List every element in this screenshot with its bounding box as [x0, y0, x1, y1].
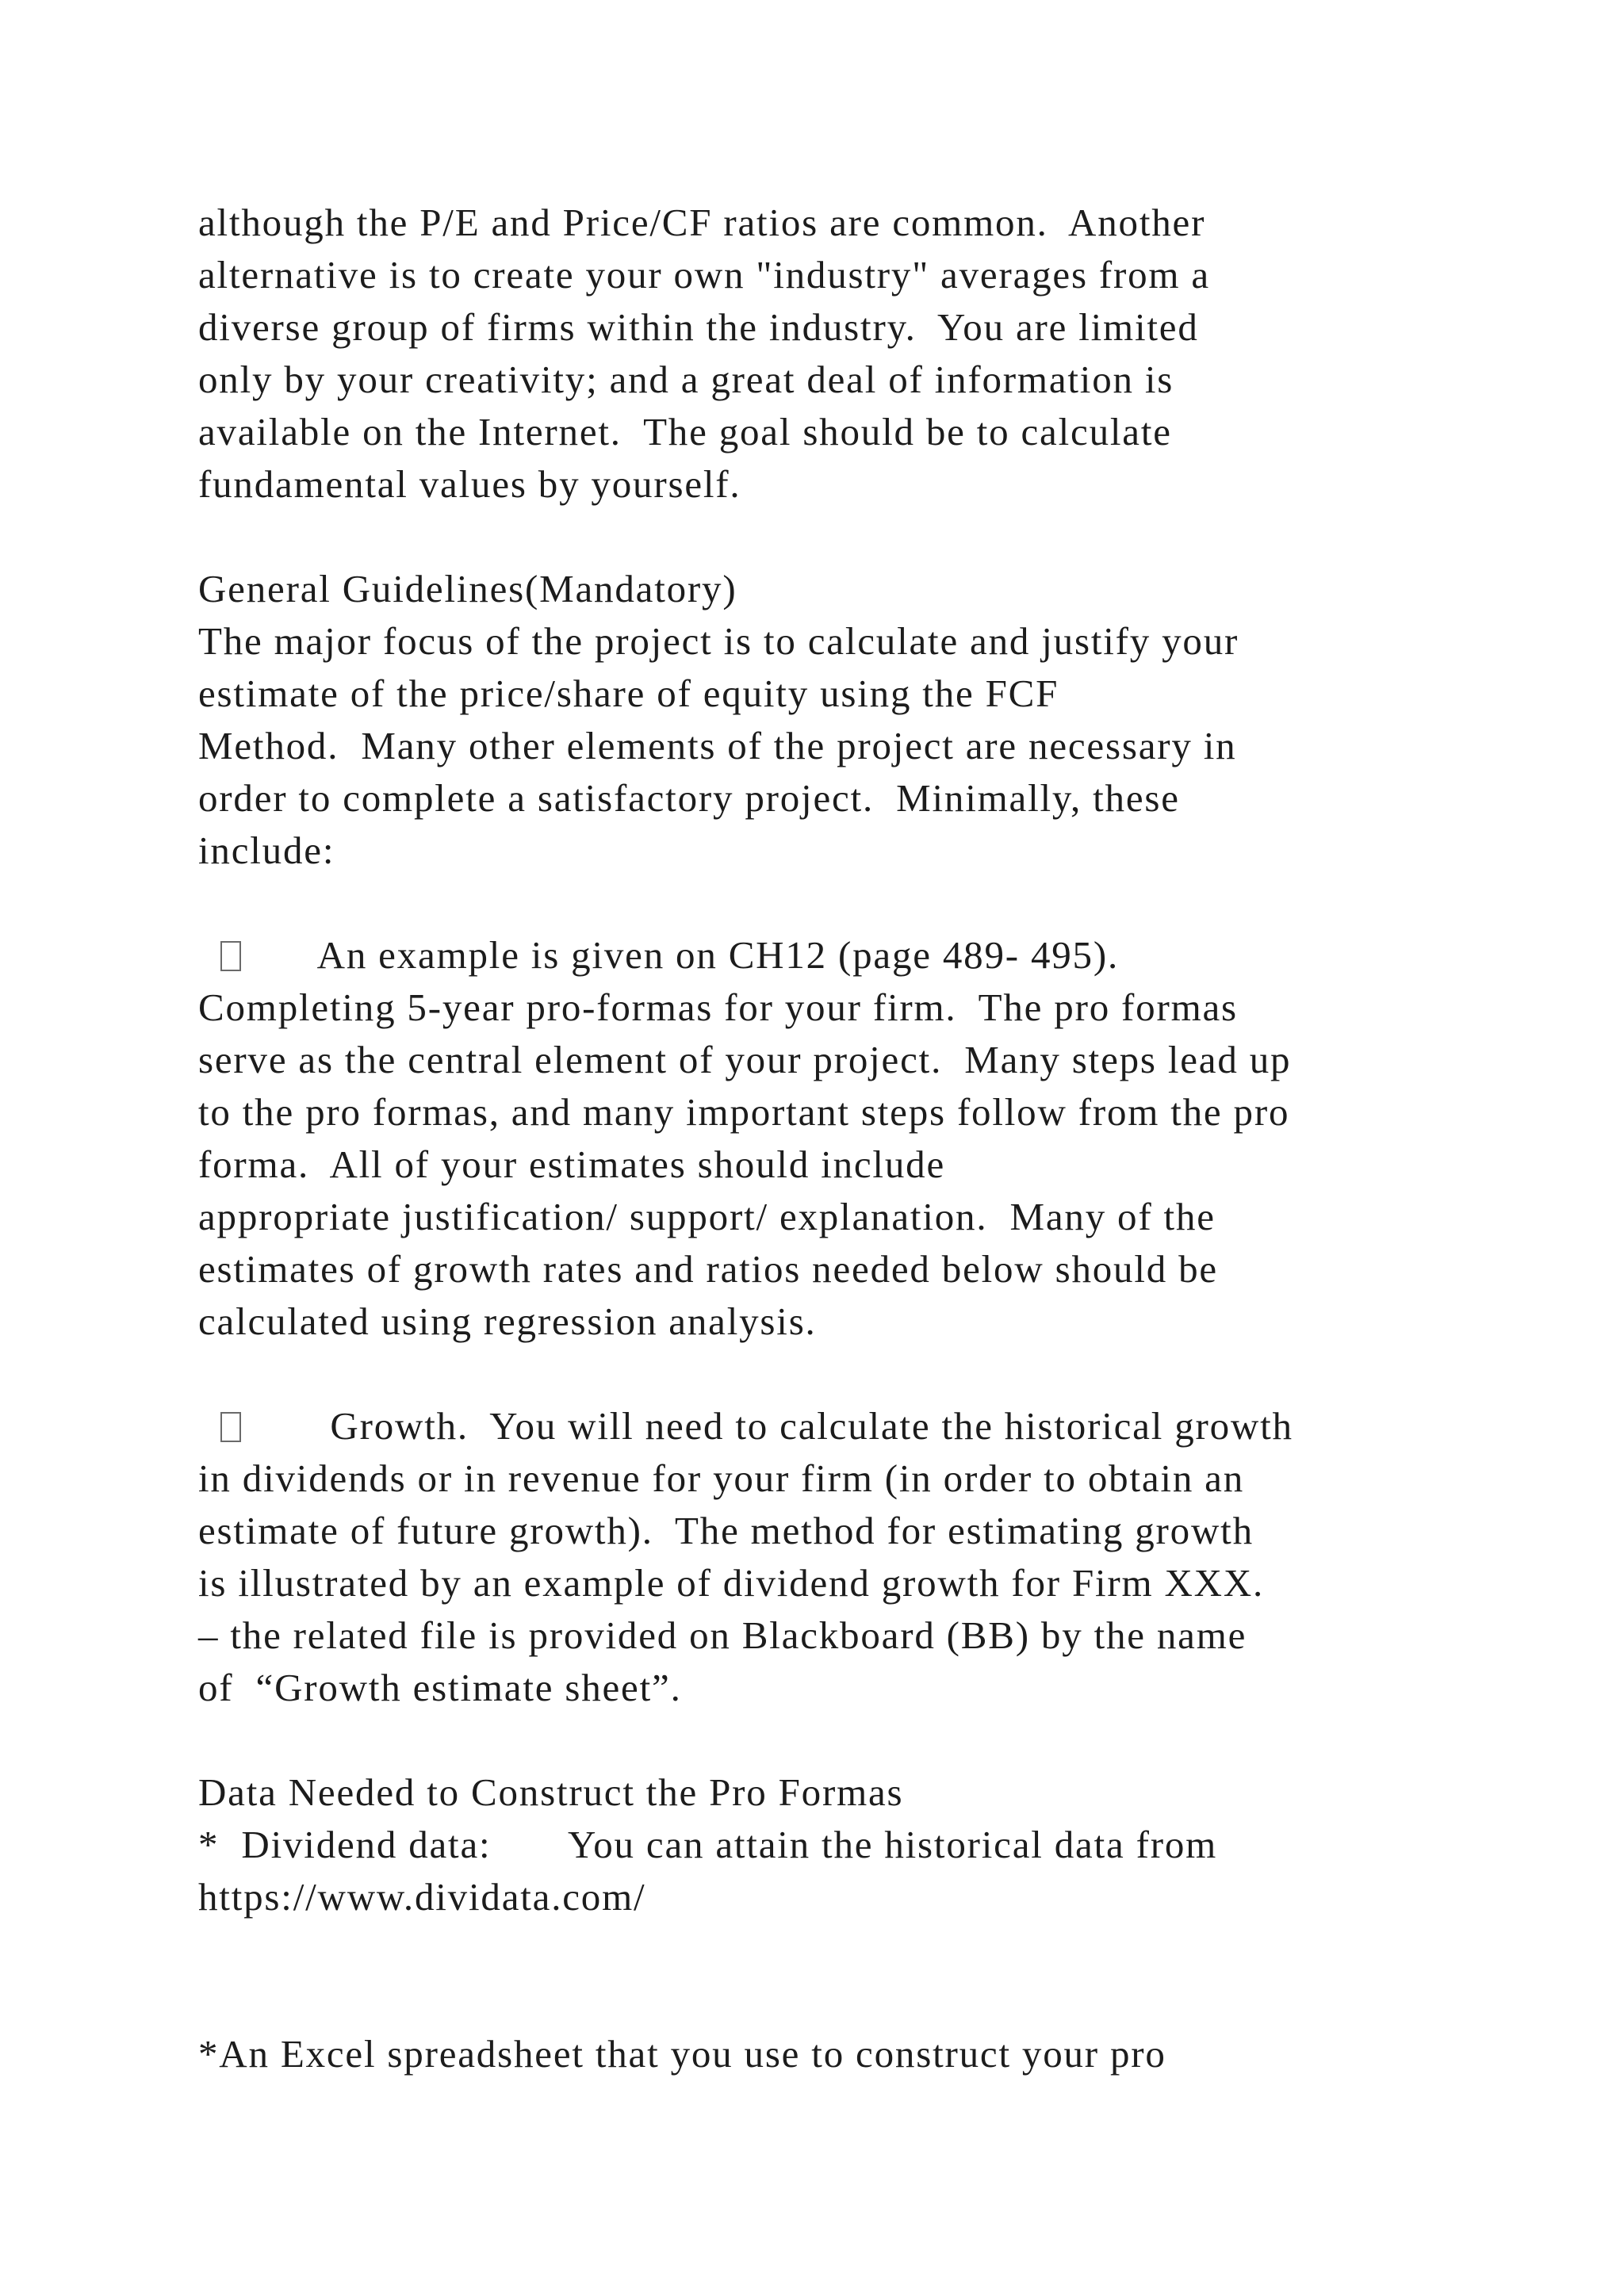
text-line: Completing 5-year pro-formas for your firm. The pro formas — [198, 985, 1238, 1029]
text-line: estimate of future growth). The method for estimating growth — [198, 1509, 1254, 1552]
bullet-text: Growth. You will need to calculate the historical growth — [241, 1404, 1293, 1448]
blank-line — [198, 511, 1546, 563]
intro-paragraph — [198, 197, 1546, 511]
bullet-text: An example is given on CH12 (page 489- 495). — [241, 933, 1120, 977]
text-line: estimate of the price/share of equity using the FCF — [198, 672, 1059, 715]
text-line: estimates of growth rates and ratios needed below should be — [198, 1247, 1218, 1291]
bullet-first-line — [198, 1400, 1546, 1452]
text-line: only by your creativity; and a great deal of information is — [198, 358, 1174, 401]
text-line: Method. Many other elements of the project are necessary in — [198, 724, 1237, 767]
text-line: is illustrated by an example of dividend growth for Firm XXX. — [198, 1561, 1265, 1605]
text-line: * Dividend data: You can attain the historical data from — [198, 1823, 1218, 1866]
text-line: available on the Internet. The goal should be to calculate — [198, 410, 1172, 453]
text-line: serve as the central element of your project. Many steps lead up — [198, 1038, 1292, 1081]
text-line: fundamental values by yourself. — [198, 462, 741, 506]
text-line: – the related file is provided on Blackboard (BB) by the name — [198, 1613, 1247, 1657]
data-section-heading: Data Needed to Construct the Pro Formas — [198, 1770, 904, 1814]
missing-glyph-box-icon — [220, 941, 241, 971]
text-line: of “Growth estimate sheet”. — [198, 1666, 682, 1709]
text-line: diverse group of firms within the industry. You are limited — [198, 305, 1199, 349]
guidelines-section — [198, 563, 1546, 877]
guidelines-heading: General Guidelines(Mandatory) — [198, 567, 737, 610]
blank-line — [198, 1348, 1546, 1400]
text-line: to the pro formas, and many important steps follow from the pro — [198, 1090, 1290, 1134]
blank-line — [198, 1923, 1546, 1976]
document-body — [198, 197, 1546, 2080]
text-line: although the P/E and Price/CF ratios are common. Another — [198, 201, 1206, 244]
text-line: forma. All of your estimates should include — [198, 1142, 945, 1186]
text-line: calculated using regression analysis. — [198, 1299, 817, 1343]
text-line: in dividends or in revenue for your firm (in order to obtain an — [198, 1456, 1245, 1500]
bullet-growth — [198, 1400, 1546, 1714]
blank-line — [198, 877, 1546, 929]
text-line: order to complete a satisfactory project. Minimally, these — [198, 776, 1180, 820]
data-section — [198, 1766, 1546, 1923]
blank-line — [198, 1714, 1546, 1766]
missing-glyph-box-icon — [220, 1412, 241, 1442]
text-line: include: — [198, 828, 335, 872]
closing-line: *An Excel spreadsheet that you use to construct your pro — [198, 2032, 1166, 2076]
blank-line — [198, 1976, 1546, 2028]
bullet-first-line — [198, 929, 1546, 982]
bullet-pro-formas — [198, 929, 1546, 1348]
url-text: https://www.dividata.com/ — [198, 1875, 646, 1919]
text-line: alternative is to create your own "industry" averages from a — [198, 253, 1210, 297]
text-line: appropriate justification/ support/ explanation. Many of the — [198, 1195, 1216, 1238]
text-line: The major focus of the project is to calculate and justify your — [198, 619, 1239, 663]
